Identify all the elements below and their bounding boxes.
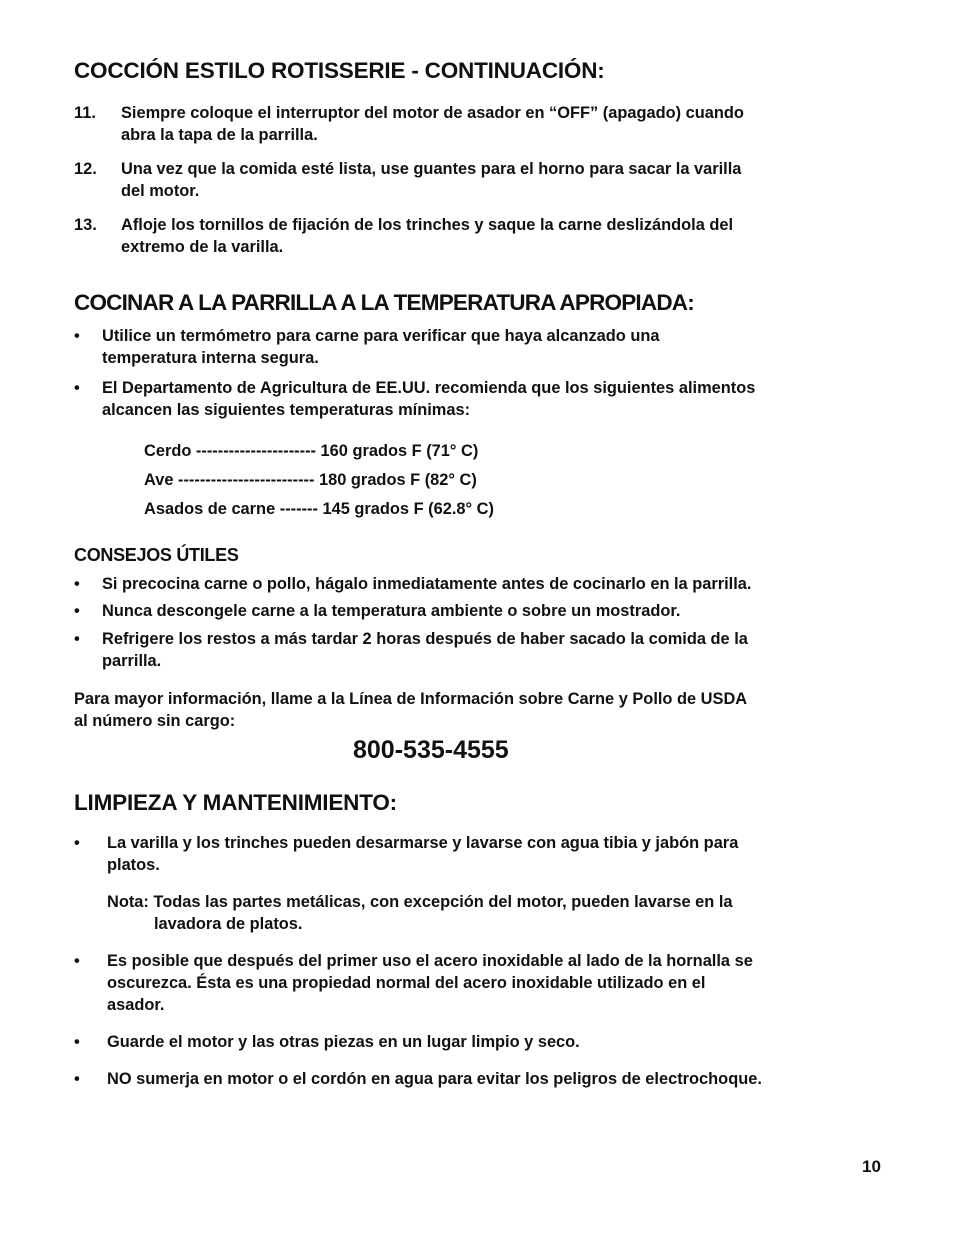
bullet-text-line: parrilla. [102,652,162,670]
info-paragraph [74,688,747,732]
note-text-line: Nota: Todas las partes metálicas, con excepción del motor, pueden lavarse en la [107,893,733,911]
bullet-icon: • [74,952,80,970]
bullet-text-line: Es posible que después del primer uso el acero inoxidable al lado de la hornalla se [107,952,753,970]
bullet-text-line: asador. [107,996,165,1014]
phone-number: 800-535-4555 [353,736,509,764]
item-text-line: Una vez que la comida esté lista, use guantes para el horno para sacar la varilla [121,160,742,178]
bullet-text-line: oscurezca. Ésta es una propiedad normal del acero inoxidable utilizado en el [107,974,706,992]
bullet-text-line: La varilla y los trinches pueden desarmarse y lavarse con agua tibia y jabón para [107,834,739,852]
page-number: 10 [862,1157,881,1176]
bullet-icon: • [74,1033,80,1051]
section-title-rotisserie: COCCIÓN ESTILO ROTISSERIE - CONTINUACIÓN: [74,58,605,83]
note-text-line: lavadora de platos. [154,915,303,933]
temperature-row: Cerdo ---------------------- 160 grados F (71° C) [144,442,479,460]
bullet-text-line: platos. [107,856,160,874]
bullet-text-line: Guarde el motor y las otras piezas en un lugar limpio y seco. [107,1033,580,1051]
bullet-icon: • [74,327,80,345]
item-text-line: abra la tapa de la parrilla. [121,126,318,144]
bullet-icon: • [74,575,80,593]
note-paragraph [107,891,733,935]
item-text-line: del motor. [121,182,200,200]
item-number: 13. [74,216,97,234]
bullet-icon: • [74,834,80,852]
temperature-row: Ave ------------------------- 180 grados F (82° C) [144,471,477,489]
bullet-icon: • [74,1070,80,1088]
bullet-text-line: Nunca descongele carne a la temperatura ambiente o sobre un mostrador. [102,602,681,620]
bullet-text-line: Refrigere los restos a más tardar 2 horas después de haber sacado la comida de la [102,630,748,648]
section-title-tips: CONSEJOS ÚTILES [74,545,239,565]
item-number: 11. [74,104,96,122]
bullet-icon: • [74,630,80,648]
item-text-line: extremo de la varilla. [121,238,284,256]
bullet-text-line: Si precocina carne o pollo, hágalo inmediatamente antes de cocinarlo en la parrilla. [102,575,752,593]
bullet-text-line: Utilice un termómetro para carne para verificar que haya alcanzado una [102,327,660,345]
bullet-text-line: alcancen las siguientes temperaturas mínimas: [102,401,471,419]
bullet-icon: • [74,602,80,620]
item-number: 12. [74,160,97,178]
temperature-row: Asados de carne ------- 145 grados F (62.8° C) [144,500,494,518]
info-text-line: Para mayor información, llame a la Línea de Información sobre Carne y Pollo de USDA [74,690,748,708]
section-title-cleaning: LIMPIEZA Y MANTENIMIENTO: [74,790,397,815]
bullet-text-line: NO sumerja en motor o el cordón en agua para evitar los peligros de electrochoque. [107,1070,762,1088]
bullet-text-line: El Departamento de Agricultura de EE.UU. recomienda que los siguientes alimentos [102,379,756,397]
item-text-line: Afloje los tornillos de fijación de los trinches y saque la carne deslizándola del [121,216,734,234]
item-text-line: Siempre coloque el interruptor del motor de asador en “OFF” (apagado) cuando [121,104,744,122]
bullet-text-line: temperatura interna segura. [102,349,319,367]
section-title-temperature: COCINAR A LA PARRILLA A LA TEMPERATURA APROPIADA: [74,290,694,315]
bullet-icon: • [74,379,80,397]
info-text-line: al número sin cargo: [74,712,236,730]
